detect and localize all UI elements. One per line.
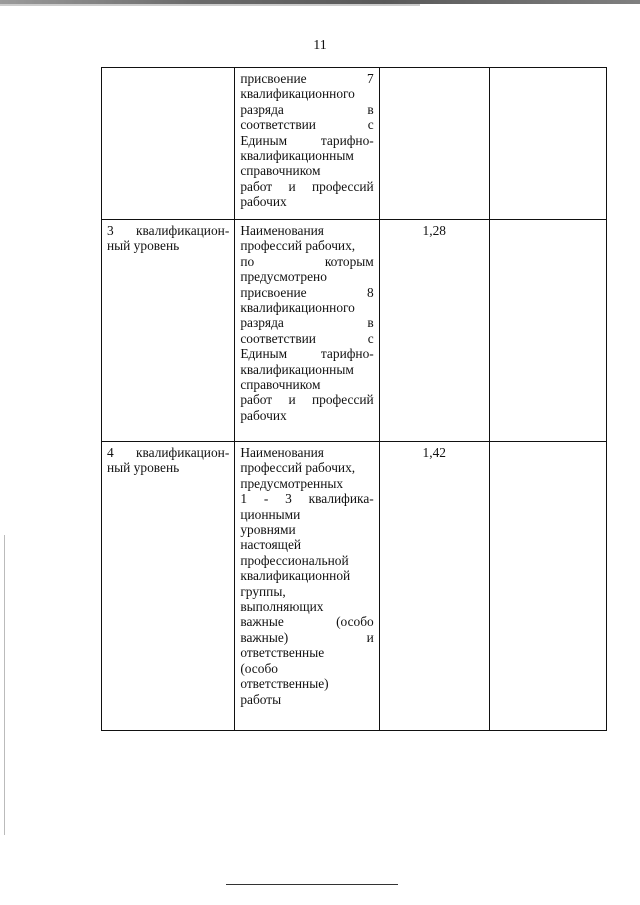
description-line: уровнями: [240, 522, 296, 538]
coefficient-cell: [379, 68, 489, 220]
description-cell: [235, 220, 379, 442]
description-line: группы,: [240, 583, 286, 599]
description-cell: [235, 442, 379, 731]
table-row: [102, 220, 607, 442]
level-line: 3 квалификацион-: [107, 223, 230, 238]
description-line: квалификационным: [240, 361, 354, 377]
description-line: профессиональной: [240, 552, 349, 568]
table-row: [102, 442, 607, 731]
coefficient-cell: [379, 442, 489, 731]
description-line: Единым тарифно-: [240, 132, 374, 148]
description-line: предусмотрено: [240, 269, 327, 285]
description-line: предусмотренных: [240, 475, 344, 491]
note-cell: [489, 442, 606, 731]
description-line: квалификационной: [240, 568, 351, 584]
level-cell: [102, 68, 235, 220]
description-line: соответствии с: [240, 330, 374, 346]
description-line: разряда в: [240, 101, 374, 117]
description-line: ционными: [240, 506, 301, 522]
description-cell: [235, 68, 379, 220]
description-line: выполняющих: [240, 599, 324, 615]
scan-edge-top-secondary: [0, 4, 420, 6]
coefficient-value: 1,42: [422, 445, 446, 460]
description-line: работы: [240, 691, 282, 707]
description-line: (особо: [240, 660, 278, 676]
description-line: рабочих: [240, 407, 287, 423]
description-line: по которым: [240, 253, 374, 269]
coefficient-cell: [379, 220, 489, 442]
note-cell: [489, 220, 606, 442]
description-line: ответственные: [240, 645, 325, 661]
description-line: присвоение 7: [240, 71, 374, 86]
level-cell: [102, 442, 235, 731]
table-row: [102, 68, 607, 220]
description-line: квалификационным: [240, 148, 354, 164]
description-line: профессий рабочих,: [240, 460, 356, 476]
level-line: ный уровень: [107, 460, 180, 476]
description-line: квалификационного: [240, 300, 355, 316]
level-cell: [102, 220, 235, 442]
description-line: Единым тарифно-: [240, 346, 374, 362]
description-line: соответствии с: [240, 117, 374, 133]
page-number: 11: [313, 38, 327, 53]
description-line: Наименования: [240, 445, 324, 460]
description-line: квалификационного: [240, 86, 355, 102]
description-line: ответственные): [240, 676, 329, 692]
description-line: настоящей: [240, 537, 302, 553]
description-line: Наименования: [240, 223, 324, 238]
description-line: работ и профессий: [240, 392, 374, 408]
description-line: рабочих: [240, 194, 287, 210]
description-line: 1 - 3 квалифика-: [240, 491, 374, 507]
level-line: ный уровень: [107, 238, 180, 254]
description-line: присвоение 8: [240, 284, 374, 300]
level-line: 4 квалификацион-: [107, 445, 230, 460]
description-line: важные (особо: [240, 614, 374, 630]
note-cell: [489, 68, 606, 220]
description-line: работ и профессий: [240, 178, 374, 194]
description-line: справочником: [240, 377, 321, 393]
description-line: профессий рабочих,: [240, 238, 356, 254]
description-line: разряда в: [240, 315, 374, 331]
footer-rule: [226, 884, 398, 885]
scan-edge-left: [4, 535, 5, 835]
description-line: справочником: [240, 163, 321, 179]
description-line: важные) и: [240, 629, 374, 645]
qualification-table: [101, 67, 607, 731]
coefficient-value: 1,28: [422, 223, 446, 238]
